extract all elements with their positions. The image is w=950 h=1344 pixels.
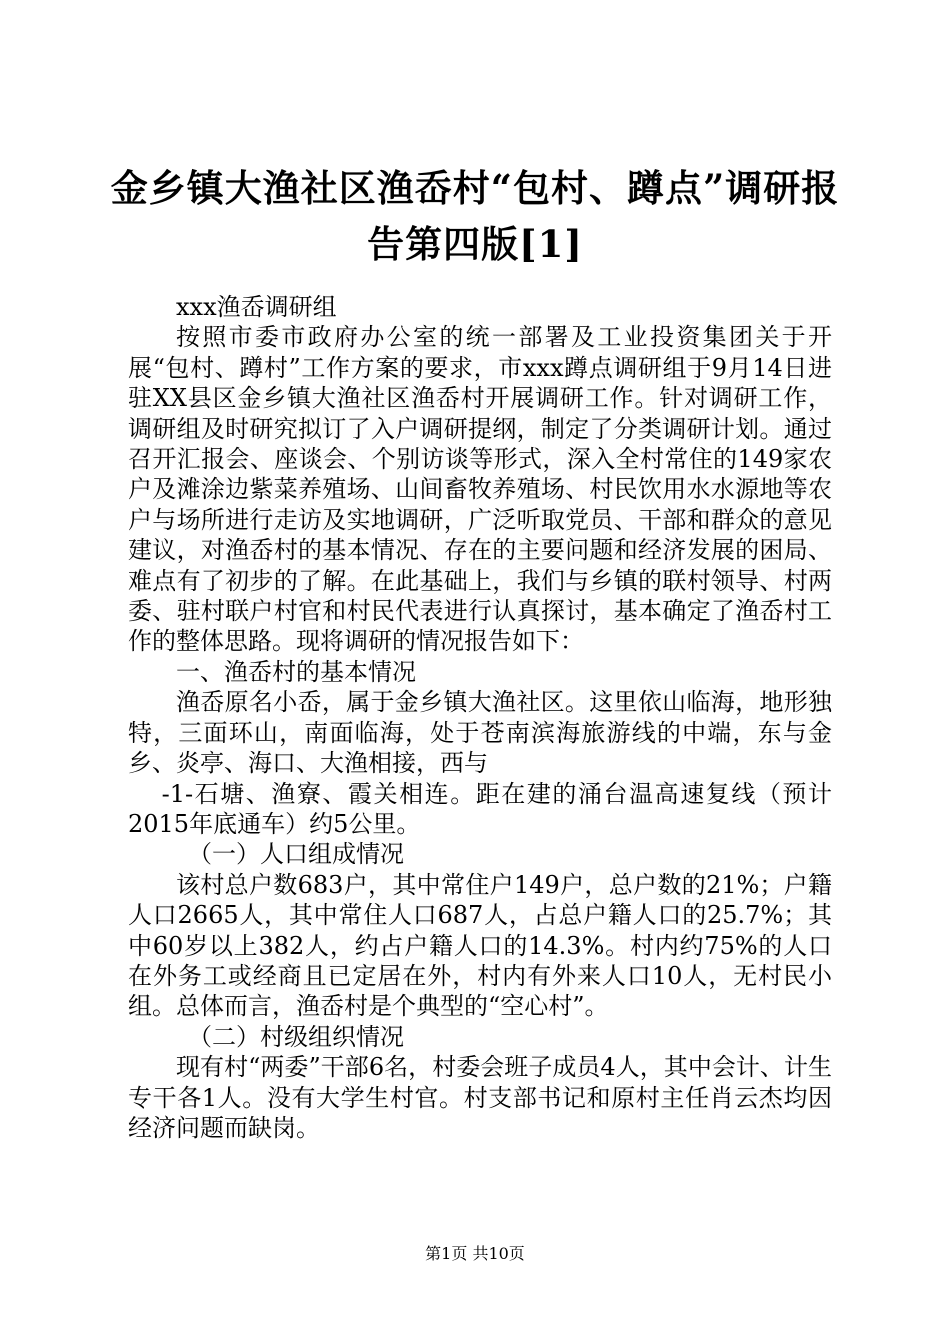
basic-info-paragraph: 渔岙原名小岙，属于金乡镇大渔社区。这里依山临海，地形独特，三面环山，南面临海，处于苍南滨海旅游线的中端，东与金乡、炎亭、海口、大渔相接，西与 — [128, 688, 832, 778]
subheading-population: （一）人口组成情况 — [188, 840, 404, 869]
document-title: 金乡镇大渔社区渔岙村“包村、蹲点”调研报告第四版[1] — [110, 166, 840, 266]
document-body — [128, 292, 832, 1143]
intro-paragraph: 按照市委市政府办公室的统一部署及工业投资集团关于开展“包村、蹲村”工作方案的要求，市xxx蹲点调研组于9月14日进驻XX县区金乡镇大渔社区渔岙村开展调研工作。针对调研工作，调研组及时研究拟订了入户调研提纲，制定了分类调研计划。通过召开汇报会、座谈会、个别访谈等形式，深入全村常住的149家农户及滩涂边紫菜养殖场、山间畜牧养殖场、村民饮用水水源地等农户与场所进行走访及实地调研，广泛听取党员、干部和群众的意见建议，对渔岙村的基本情况、存在的主要问题和经济发展的困局、难点有了初步的了解。在此基础上，我们与乡镇的联村领导、村两委、驻村联户村官和村民代表进行认真探讨，基本确定了渔岙村工作的整体思路。现将调研的情况报告如下： — [128, 323, 832, 656]
population-paragraph: 该村总户数683户，其中常住户149户，总户数的21%；户籍人口2665人，其中常住人口687人，占总户籍人口的25.7%；其中60岁以上382人，约占户籍人口的14.3%。村内约75%的人口在外务工或经商且已定居在外，村内有外来人口10人，无村民小组。总体而言，渔岙村是个典型的“空心村”。 — [128, 870, 832, 1021]
section-heading-basic: 一、渔岙村的基本情况 — [176, 657, 416, 686]
page-number: 第1页 共10页 — [425, 1244, 525, 1263]
author-line: xxx渔岙调研组 — [176, 293, 337, 321]
subheading-organization: （二）村级组织情况 — [188, 1022, 404, 1051]
organization-paragraph: 现有村“两委”干部6名，村委会班子成员4人，其中会计、计生专干各1人。没有大学生村官。村支部书记和原村主任肖云杰均因经济问题而缺岗。 — [128, 1053, 832, 1142]
basic-info-continuation: -1-石塘、渔寮、霞关相连。距在建的涌台温高速复线（预计2015年底通车）约5公里。 — [128, 779, 832, 838]
